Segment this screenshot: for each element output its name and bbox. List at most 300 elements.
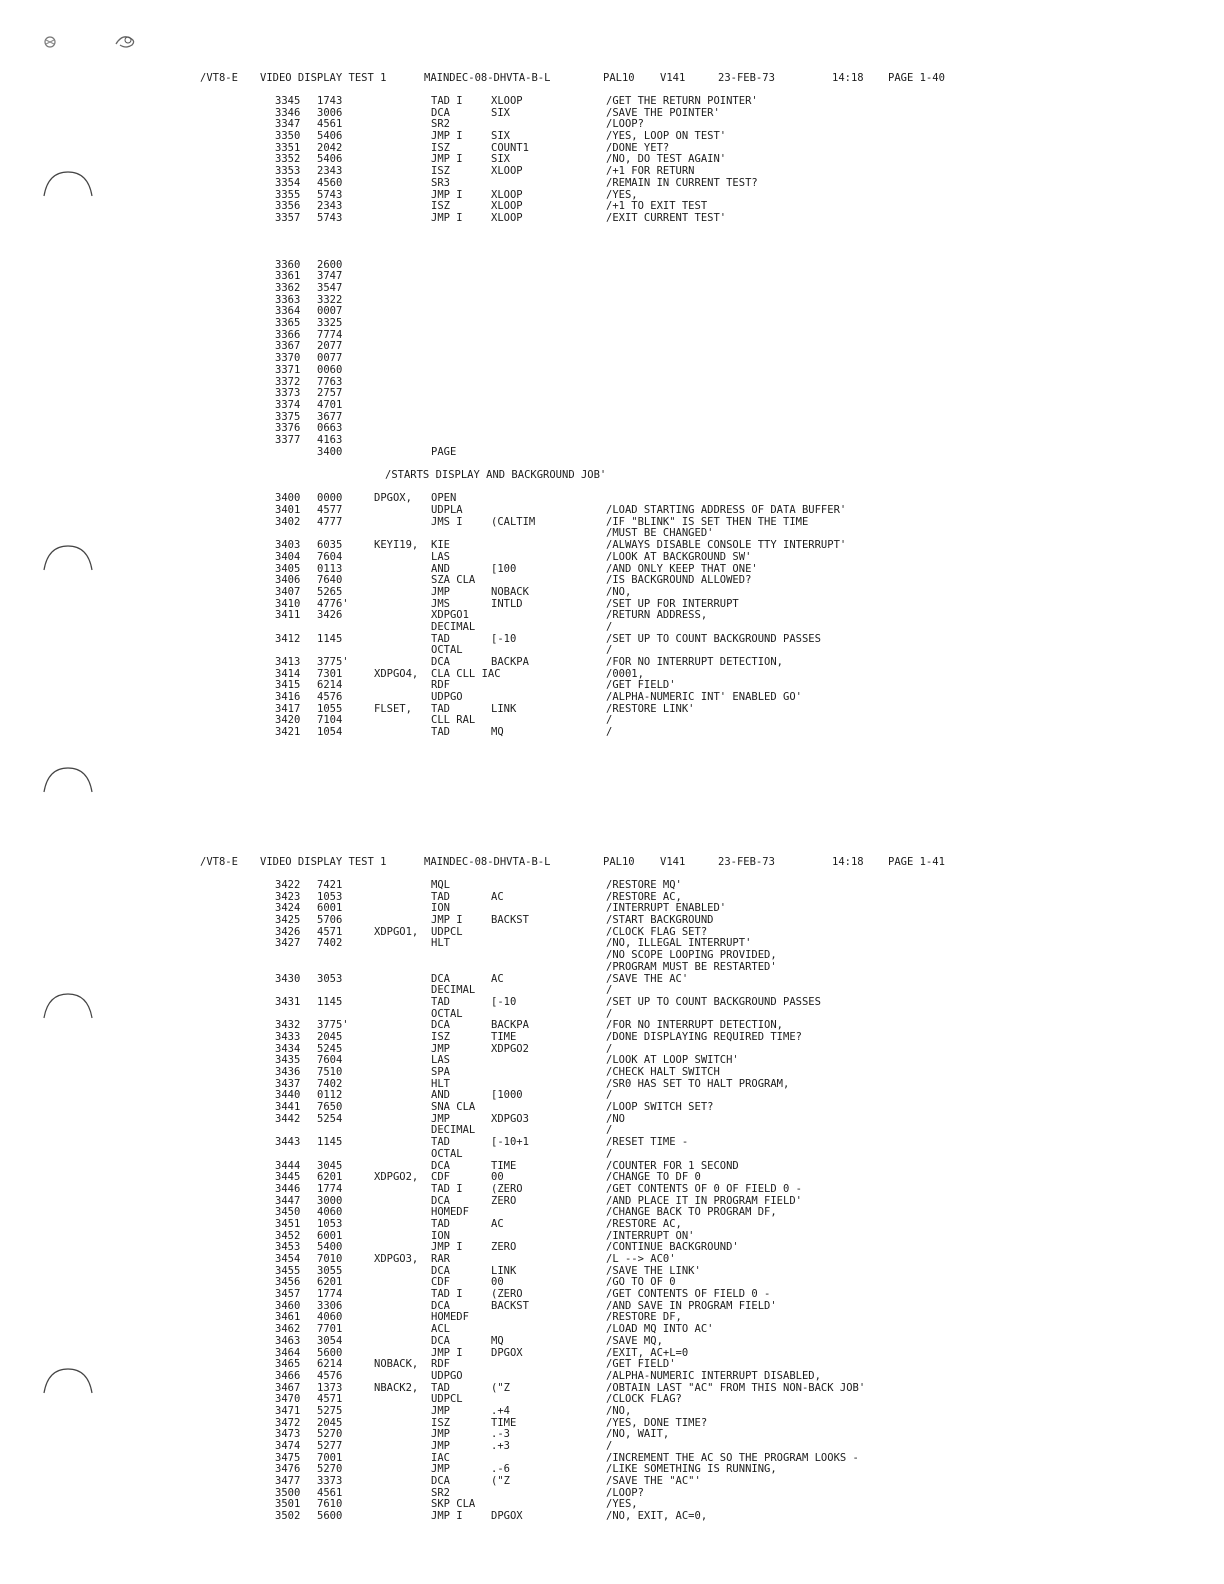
opcode: JMP [431, 585, 450, 598]
listing-line [0, 295, 1224, 307]
operand: [-10+1 [491, 1136, 529, 1149]
opcode: CLA CLL IAC [431, 667, 501, 680]
comment: / [606, 1007, 613, 1020]
line-number: 3376 [275, 422, 301, 435]
line-number: 3447 [275, 1194, 301, 1207]
comment: / [606, 726, 613, 739]
octal-code: 3775' [317, 656, 349, 668]
opcode: DCA [431, 972, 450, 985]
comment: /COUNTER FOR 1 SECOND [606, 1159, 739, 1172]
octal-code: 4163 [317, 433, 343, 446]
octal-code: 1373 [317, 1381, 343, 1394]
listing-line [0, 552, 1224, 564]
binder-hole-icon [42, 764, 94, 794]
comment: /LOAD STARTING ADDRESS OF DATA BUFFER' [606, 504, 847, 517]
line-number: 3477 [275, 1475, 301, 1488]
blank-line [0, 458, 1224, 470]
comment: /LOOP? [606, 1486, 644, 1499]
octal-code: 7104 [317, 714, 343, 727]
octal-code: 3055 [317, 1264, 343, 1277]
opcode: JMP I [431, 211, 463, 224]
opcode: XDPGO1 [431, 609, 469, 622]
comment: /+1 FOR RETURN [606, 165, 695, 178]
operand: (CALTIM [491, 515, 536, 528]
comment: /GET CONTENTS OF FIELD 0 - [606, 1288, 771, 1301]
line-number: 3472 [275, 1416, 301, 1429]
operand: MQ [491, 726, 504, 739]
line-number: 3425 [275, 914, 301, 927]
comment: /LOOK AT LOOP SWITCH' [606, 1054, 739, 1067]
octal-code: 5270 [317, 1463, 343, 1476]
opcode: HLT [431, 1077, 450, 1090]
opcode: ACL [431, 1323, 450, 1336]
line-number: 3414 [275, 667, 301, 680]
line-number: 3403 [275, 539, 301, 552]
comment: / [606, 984, 613, 997]
comment: /INCREMENT THE AC SO THE PROGRAM LOOKS - [606, 1451, 859, 1464]
blank-line [0, 225, 1224, 237]
octal-code: 7763 [317, 375, 343, 388]
comment: /NO SCOPE LOOPING PROVIDED, [606, 949, 777, 962]
opcode: JMP [431, 1463, 450, 1476]
line-number: 3427 [275, 937, 301, 950]
listing-line [0, 96, 1224, 108]
opcode: HLT [431, 937, 450, 950]
comment: /RETURN ADDRESS, [606, 609, 708, 622]
opcode: LAS [431, 550, 450, 563]
line-number: 3417 [275, 702, 301, 715]
comment: /DONE YET? [606, 141, 670, 154]
operand: COUNT1 [491, 141, 529, 154]
listing-line [0, 657, 1224, 669]
operand: SIX [491, 153, 510, 166]
opcode: UDPLA [431, 504, 463, 517]
octal-code: 7402 [317, 1077, 343, 1090]
listing-line [0, 880, 1224, 892]
opcode: TAD I [431, 1182, 463, 1195]
operand: SIX [491, 130, 510, 143]
line-number: 3345 [275, 95, 301, 107]
listing-line [0, 1102, 1224, 1114]
octal-code: 4576 [317, 1369, 343, 1382]
operand: XLOOP [491, 95, 523, 107]
listing-line [0, 213, 1224, 225]
listing-line [0, 447, 1224, 459]
octal-code: 2045 [317, 1416, 343, 1429]
octal-code: 1055 [317, 702, 343, 715]
octal-code: 4561 [317, 1486, 343, 1499]
octal-code: 3747 [317, 270, 343, 283]
line-number: 3445 [275, 1171, 301, 1184]
opcode: TAD [431, 1381, 450, 1394]
octal-code: 7001 [317, 1451, 343, 1464]
page-number: PAGE 1-41 [888, 856, 945, 868]
listing-line [0, 1219, 1224, 1231]
line-number: 3474 [275, 1440, 301, 1452]
line-number: 3463 [275, 1334, 301, 1347]
opcode: TAD [431, 726, 450, 739]
opcode: JMP I [431, 1241, 463, 1254]
page-number: PAGE 1-40 [888, 72, 945, 84]
comment: /IF "BLINK" IS SET THEN THE TIME [606, 515, 809, 528]
octal-code: 5406 [317, 153, 343, 166]
comment: /GET FIELD' [606, 1358, 676, 1371]
comment: /SAVE THE POINTER' [606, 106, 720, 119]
opcode: SR2 [431, 1486, 450, 1499]
opcode: SR2 [431, 118, 450, 131]
listing-line [0, 1254, 1224, 1266]
octal-code: 5270 [317, 1428, 343, 1441]
octal-code: 2600 [317, 258, 343, 271]
line-number: 3420 [275, 714, 301, 727]
octal-code: 5254 [317, 1112, 343, 1125]
octal-code: 5277 [317, 1440, 343, 1452]
line-number: 3460 [275, 1299, 301, 1312]
program-id: /VT8-E [200, 856, 238, 868]
comment: /SAVE THE LINK' [606, 1264, 701, 1277]
line-number: 3372 [275, 375, 301, 388]
opcode: DECIMAL [431, 620, 476, 633]
octal-code: 5743 [317, 188, 343, 201]
octal-code: 7774 [317, 328, 343, 341]
listing-line [0, 400, 1224, 412]
opcode: DCA [431, 106, 450, 119]
line-number: 3422 [275, 879, 301, 891]
operand: AC [491, 972, 504, 985]
line-number: 3350 [275, 130, 301, 143]
comment: /RESTORE LINK' [606, 702, 695, 715]
opcode: JMP I [431, 130, 463, 143]
opcode: OPEN [431, 492, 457, 505]
line-number: 3354 [275, 176, 301, 189]
octal-code: 5406 [317, 130, 343, 143]
octal-code: 5265 [317, 585, 343, 598]
opcode: ISZ [431, 1416, 450, 1429]
octal-code: 2343 [317, 200, 343, 213]
listing-line [0, 283, 1224, 295]
line-number: 3364 [275, 305, 301, 318]
opcode: TAD [431, 1136, 450, 1149]
comment: /YES, [606, 1498, 638, 1511]
header-time: 14:18 [832, 856, 864, 868]
listing-line [0, 271, 1224, 283]
comment: /NO, [606, 585, 632, 598]
octal-code: 6201 [317, 1171, 343, 1184]
octal-code: 3006 [317, 106, 343, 119]
listing-line [0, 1114, 1224, 1126]
document-id: MAINDEC-08-DHVTA-B-L [424, 856, 551, 868]
octal-code: 6201 [317, 1276, 343, 1289]
octal-code: 3000 [317, 1194, 343, 1207]
listing-line [0, 692, 1224, 704]
line-number: 3352 [275, 153, 301, 166]
comment: /MUST BE CHANGED' [606, 527, 714, 540]
operand: TIME [491, 1159, 517, 1172]
header-date: 23-FEB-73 [718, 856, 775, 868]
operand: SIX [491, 106, 510, 119]
listing-line [0, 1149, 1224, 1161]
octal-code: 1743 [317, 95, 343, 107]
line-number: 3347 [275, 118, 301, 131]
operand: ("Z [491, 1475, 510, 1488]
comment: /LOOP? [606, 118, 644, 131]
opcode: ISZ [431, 141, 450, 154]
line-number: 3443 [275, 1136, 301, 1149]
comment: / [606, 714, 613, 727]
operand: XLOOP [491, 200, 523, 213]
opcode: OCTAL [431, 1147, 463, 1160]
opcode: DCA [431, 1264, 450, 1277]
line-number: 3501 [275, 1498, 301, 1511]
line-number: 3441 [275, 1101, 301, 1114]
page-header [0, 72, 1224, 86]
octal-code: 6001 [317, 1229, 343, 1242]
octal-code: 1145 [317, 632, 343, 645]
opcode: ISZ [431, 200, 450, 213]
assembler-version: V141 [660, 856, 686, 868]
comment: /CLOCK FLAG SET? [606, 925, 708, 938]
listing-line [0, 634, 1224, 646]
comment: /RESTORE MQ' [606, 879, 682, 891]
opcode: OCTAL [431, 1007, 463, 1020]
listing-line [0, 178, 1224, 190]
assembler: PAL10 [603, 72, 635, 84]
line-number: 3357 [275, 211, 301, 224]
comment: /OBTAIN LAST "AC" FROM THIS NON-BACK JOB' [606, 1381, 866, 1394]
line-number: 3413 [275, 656, 301, 668]
octal-code: 3547 [317, 282, 343, 294]
operand: 00 [491, 1171, 504, 1184]
operand: .-3 [491, 1428, 510, 1441]
octal-code: 1145 [317, 1136, 343, 1149]
opcode: UDPCL [431, 1393, 463, 1406]
line-number: 3436 [275, 1066, 301, 1078]
octal-code: 3325 [317, 317, 343, 330]
octal-code: 7610 [317, 1498, 343, 1511]
opcode: DCA [431, 1334, 450, 1347]
octal-code: 1053 [317, 1217, 343, 1230]
octal-code: 4776' [317, 597, 349, 610]
opcode: JMP I [431, 1510, 463, 1523]
line-number: 3465 [275, 1358, 301, 1371]
listing-line [0, 1476, 1224, 1488]
comment: /SAVE MQ, [606, 1334, 663, 1347]
octal-code: 7640 [317, 574, 343, 587]
line-number: 3462 [275, 1323, 301, 1336]
ink-smudge-icon [112, 32, 140, 50]
opcode: TAD I [431, 1288, 463, 1301]
listing-section-2 [0, 880, 1224, 1523]
listing-line [0, 1067, 1224, 1079]
operand: XLOOP [491, 211, 523, 224]
comment: /CLOCK FLAG? [606, 1393, 682, 1406]
listing-line [0, 423, 1224, 435]
line-number: 3451 [275, 1217, 301, 1230]
operand: (ZERO [491, 1288, 523, 1301]
comment: /GET CONTENTS OF 0 OF FIELD 0 - [606, 1182, 802, 1195]
octal-code: 4561 [317, 118, 343, 131]
operand: DPGOX [491, 1510, 523, 1523]
opcode: UDPCL [431, 925, 463, 938]
label: NBACK2, [374, 1381, 419, 1394]
comment: /IS BACKGROUND ALLOWED? [606, 574, 752, 587]
blank-line [0, 248, 1224, 260]
octal-code: 2757 [317, 387, 343, 400]
operand: MQ [491, 1334, 504, 1347]
octal-code: 7604 [317, 550, 343, 563]
comment: /SET UP TO COUNT BACKGROUND PASSES [606, 995, 821, 1008]
octal-code: 1774 [317, 1288, 343, 1301]
octal-code: 3426 [317, 609, 343, 622]
comment: /REMAIN IN CURRENT TEST? [606, 176, 758, 189]
line-number: 3371 [275, 363, 301, 376]
opcode: ION [431, 902, 450, 915]
line-number: 3412 [275, 632, 301, 645]
line-number: 3455 [275, 1264, 301, 1277]
comment: /SAVE THE AC' [606, 972, 689, 985]
label: FLSET, [374, 702, 412, 715]
octal-code: 2042 [317, 141, 343, 154]
comment: /CHANGE BACK TO PROGRAM DF, [606, 1206, 777, 1219]
line-number: 3373 [275, 387, 301, 400]
line-number: 3400 [275, 492, 301, 505]
comment: /YES, [606, 188, 638, 201]
operand: [-10 [491, 632, 517, 645]
octal-code: 3322 [317, 293, 343, 306]
listing-line [0, 1406, 1224, 1418]
line-number: 3432 [275, 1019, 301, 1032]
comment: /FOR NO INTERRUPT DETECTION, [606, 656, 784, 668]
comment: / [606, 1089, 613, 1102]
comment: /0001, [606, 667, 644, 680]
operand: INTLD [491, 597, 523, 610]
operand: AC [491, 890, 504, 903]
octal-code: 4571 [317, 1393, 343, 1406]
blank-line [0, 236, 1224, 248]
line-number: 3430 [275, 972, 301, 985]
line-number: 3374 [275, 398, 301, 411]
octal-code: 3373 [317, 1475, 343, 1488]
opcode: DECIMAL [431, 984, 476, 997]
opcode: HOMEDF [431, 1206, 469, 1219]
operand: 00 [491, 1276, 504, 1289]
comment: / [606, 620, 613, 633]
opcode: JMP [431, 1112, 450, 1125]
opcode: JMP [431, 1428, 450, 1441]
comment: /RESET TIME - [606, 1136, 689, 1149]
header-title: VIDEO DISPLAY TEST 1 [260, 72, 387, 84]
opcode: DCA [431, 1194, 450, 1207]
line-number: 3426 [275, 925, 301, 938]
line-number: 3375 [275, 410, 301, 423]
line-number: 3365 [275, 317, 301, 330]
comment: /L --> AC0' [606, 1253, 676, 1265]
line-number: 3404 [275, 550, 301, 563]
line-number: 3361 [275, 270, 301, 283]
comment: /NO, WAIT, [606, 1428, 670, 1441]
opcode: CDF [431, 1171, 450, 1184]
octal-code: 2045 [317, 1030, 343, 1043]
listing-line [0, 1336, 1224, 1348]
opcode: DCA [431, 1159, 450, 1172]
header-time: 14:18 [832, 72, 864, 84]
opcode: RDF [431, 1358, 450, 1371]
comment: /FOR NO INTERRUPT DETECTION, [606, 1019, 784, 1032]
comment: /GET THE RETURN POINTER' [606, 95, 758, 107]
octal-code: 6214 [317, 679, 343, 692]
listing-line [0, 727, 1224, 739]
line-number: 3356 [275, 200, 301, 213]
comment: /GET FIELD' [606, 679, 676, 692]
listing-line [0, 587, 1224, 599]
comment: /DONE DISPLAYING REQUIRED TIME? [606, 1030, 802, 1043]
line-number: 3442 [275, 1112, 301, 1125]
comment: /YES, DONE TIME? [606, 1416, 708, 1429]
operand: ZERO [491, 1241, 517, 1254]
operand: [1000 [491, 1089, 523, 1102]
comment: /AND PLACE IT IN PROGRAM FIELD' [606, 1194, 802, 1207]
octal-code: 4576 [317, 691, 343, 704]
operand: BACKST [491, 914, 529, 927]
octal-code: 0663 [317, 422, 343, 435]
operand: [-10 [491, 995, 517, 1008]
listing-line [0, 131, 1224, 143]
line-number: 3440 [275, 1089, 301, 1102]
comment: /NO [606, 1112, 625, 1125]
octal-code: 1053 [317, 890, 343, 903]
opcode: MQL [431, 879, 450, 891]
line-number: 3470 [275, 1393, 301, 1406]
comment: /RESTORE AC, [606, 890, 682, 903]
listing-line [0, 1184, 1224, 1196]
line-number: 3454 [275, 1253, 301, 1265]
opcode: TAD I [431, 95, 463, 107]
opcode: AND [431, 562, 450, 575]
line-number: 3475 [275, 1451, 301, 1464]
opcode: ISZ [431, 165, 450, 178]
opcode: TAD [431, 1217, 450, 1230]
listing-line [0, 610, 1224, 622]
line-number: 3452 [275, 1229, 301, 1242]
comment: /PROGRAM MUST BE RESTARTED' [606, 960, 777, 973]
opcode: KIE [431, 539, 450, 552]
line-number: 3446 [275, 1182, 301, 1195]
opcode: HOMEDF [431, 1311, 469, 1324]
opcode: JMP I [431, 914, 463, 927]
comment: /RESTORE AC, [606, 1217, 682, 1230]
opcode: IAC [431, 1451, 450, 1464]
opcode: TAD [431, 702, 450, 715]
octal-code: 4560 [317, 176, 343, 189]
octal-code: 3045 [317, 1159, 343, 1172]
opcode: UDPGO [431, 691, 463, 704]
opcode: RAR [431, 1253, 450, 1265]
line-number: 3453 [275, 1241, 301, 1254]
comment: /SR0 HAS SET TO HALT PROGRAM, [606, 1077, 790, 1090]
line-number: 3416 [275, 691, 301, 704]
operand: XDPGO3 [491, 1112, 529, 1125]
octal-code: 0060 [317, 363, 343, 376]
octal-code: 5706 [317, 914, 343, 927]
opcode: ISZ [431, 1030, 450, 1043]
opcode: JMS I [431, 515, 463, 528]
opcode: JMP I [431, 188, 463, 201]
line-number: 3363 [275, 293, 301, 306]
opcode: PAGE [431, 445, 457, 458]
octal-code: 3053 [317, 972, 343, 985]
operand: ("Z [491, 1381, 510, 1394]
octal-code: 7650 [317, 1101, 343, 1114]
